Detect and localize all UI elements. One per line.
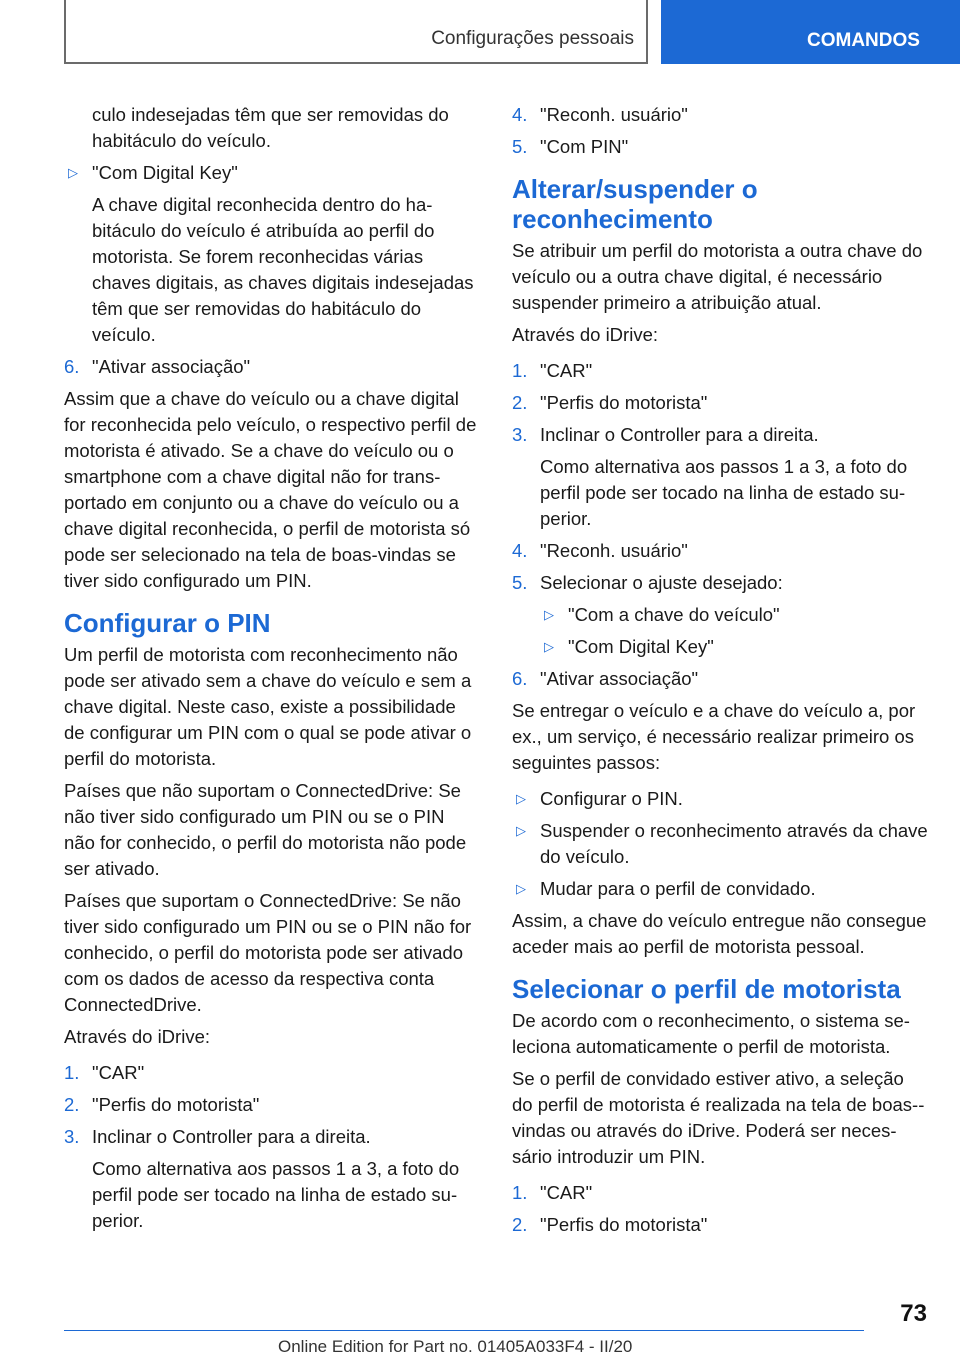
chapter-tab[interactable]: COMANDOS <box>661 0 960 64</box>
list-item <box>512 134 928 160</box>
left-column <box>64 102 480 1240</box>
step-text: "CAR" <box>540 360 593 381</box>
step-number: 2. <box>512 392 528 413</box>
step-number: 5. <box>512 572 528 593</box>
step-number: 6. <box>64 356 80 377</box>
section-title: Configurações pessoais <box>431 28 634 49</box>
step-text: "Reconh. usuário" <box>540 540 688 561</box>
step-number: 1. <box>512 1182 528 1203</box>
arrow-bullet-icon: ▷ <box>544 607 554 622</box>
arrow-bullet-icon: ▷ <box>68 165 78 180</box>
arrow-bullet-icon: ▷ <box>516 791 526 806</box>
paragraph: culo indesejadas têm que ser removidas do habitáculo do veículo. <box>92 104 449 151</box>
step-number: 3. <box>512 424 528 445</box>
paragraph: Se entregar o veículo e a chave do veículo a, por ex., um serviço, é necessário realizar primeiro os seguintes passos: <box>512 700 916 773</box>
sub-bullet-item <box>512 634 928 660</box>
step-text: Inclinar o Controller para a direita. <box>540 424 819 445</box>
right-column <box>512 102 928 1244</box>
list-item <box>512 666 928 692</box>
step-text: "Perfis do motorista" <box>92 1094 260 1115</box>
step-number: 1. <box>512 360 528 381</box>
paragraph: Se o perfil de convidado estiver ativo, a seleção do perfil de motorista é realizada na tela de boas--vindas ou através do iDrive. Poderá ser necessário introduzir um PIN. <box>512 1068 925 1167</box>
arrow-bullet-icon: ▷ <box>544 639 554 654</box>
bullet-text: "Com Digital Key" <box>92 162 238 183</box>
list-item <box>64 1124 480 1150</box>
header-frame <box>64 0 648 64</box>
step-number: 5. <box>512 136 528 157</box>
bullet-item <box>512 818 928 870</box>
step-text: "Reconh. usuário" <box>540 104 688 125</box>
section-heading: Selecionar o perfil de motorista <box>512 974 901 1004</box>
bullet-item <box>512 876 928 902</box>
step-text: "Ativar associação" <box>540 668 699 689</box>
paragraph: Assim que a chave do veículo ou a chave digital for reconhecida pelo veículo, o respectivo perfil de motorista é ativado. Se a chave do veículo ou o smartphone com a chave digital não for transportado em conjunto ou a chave do veículo ou a chave digital reconhecida, o perfil de motorista só pode ser selecionado na tela de boas-vindas se tiver sido configurado um PIN. <box>64 388 477 591</box>
step-number: 2. <box>512 1214 528 1235</box>
list-item <box>512 1180 928 1206</box>
list-item <box>512 1212 928 1238</box>
step-number: 6. <box>512 668 528 689</box>
bullet-text: Mudar para o perfil de convidado. <box>540 878 816 899</box>
bullet-item <box>512 786 928 812</box>
paragraph: Como alternativa aos passos 1 a 3, a foto do perfil pode ser tocado na linha de estado superior. <box>92 1158 460 1231</box>
list-item <box>512 538 928 564</box>
step-number: 4. <box>512 104 528 125</box>
list-item <box>512 358 928 384</box>
bullet-text: Suspender o reconhecimento através da chave do veículo. <box>540 820 928 867</box>
step-number: 2. <box>64 1094 80 1115</box>
paragraph: Se atribuir um perfil do motorista a outra chave do veículo ou a outra chave digital, é necessário suspender primeiro a atribuição atual. <box>512 240 923 313</box>
list-item <box>64 1060 480 1086</box>
paragraph: Através do iDrive: <box>64 1026 210 1047</box>
paragraph: Através do iDrive: <box>512 324 658 345</box>
paragraph: Países que não suportam o ConnectedDrive: Se não tiver sido configurado um PIN ou se o PIN não for conhecido, o perfil do motorista não pode ser ativado. <box>64 780 467 879</box>
page-number: 73 <box>900 1300 927 1327</box>
paragraph: Um perfil de motorista com reconhecimento não pode ser ativado sem a chave do veículo e sem a chave digital. Neste caso, existe a possibilidade de configurar um PIN com o qual se pode ativar o perfil do motorista. <box>64 644 472 769</box>
step-text: "CAR" <box>540 1182 593 1203</box>
paragraph: Como alternativa aos passos 1 a 3, a foto do perfil pode ser tocado na linha de estado superior. <box>540 456 908 529</box>
arrow-bullet-icon: ▷ <box>516 823 526 838</box>
paragraph: Países que suportam o ConnectedDrive: Se não tiver sido configurado um PIN ou se o PIN não for conhecido, o perfil do motorista pode ser ativado com os dados de acesso da respectiva conta ConnectedDrive. <box>64 890 472 1015</box>
sub-bullet-item <box>512 602 928 628</box>
list-item <box>512 422 928 448</box>
step-number: 3. <box>64 1126 80 1147</box>
list-item <box>64 354 480 380</box>
section-heading: Alterar/suspender o reconhecimento <box>512 174 758 234</box>
arrow-bullet-icon: ▷ <box>516 881 526 896</box>
paragraph: A chave digital reconhecida dentro do habitáculo do veículo é atribuída ao perfil do motorista. Se forem reconhecidas várias chaves digitais, as chaves digitais indesejadas têm que ser removidas do habitáculo do veículo. <box>92 194 474 345</box>
step-text: Selecionar o ajuste desejado: <box>540 572 783 593</box>
step-number: 1. <box>64 1062 80 1083</box>
footer-edition: Online Edition for Part no. 01405A033F4 - II/20 <box>278 1337 633 1356</box>
bullet-text: "Com Digital Key" <box>568 636 714 657</box>
section-heading: Configurar o PIN <box>64 608 271 638</box>
step-number: 4. <box>512 540 528 561</box>
step-text: "Perfis do motorista" <box>540 1214 708 1235</box>
step-text: "Com PIN" <box>540 136 629 157</box>
list-item <box>64 1092 480 1118</box>
step-text: "Perfis do motorista" <box>540 392 708 413</box>
bullet-text: Configurar o PIN. <box>540 788 683 809</box>
list-item <box>512 570 928 596</box>
step-text: Inclinar o Controller para a direita. <box>92 1126 371 1147</box>
paragraph: Assim, a chave do veículo entregue não consegue aceder mais ao perfil de motorista pessoal. <box>512 910 927 957</box>
bullet-item <box>64 160 480 186</box>
step-text: "CAR" <box>92 1062 145 1083</box>
list-item <box>512 102 928 128</box>
step-text: "Ativar associação" <box>92 356 251 377</box>
paragraph: De acordo com o reconhecimento, o sistema seleciona automaticamente o perfil de motorista. <box>512 1010 910 1057</box>
list-item <box>512 390 928 416</box>
bullet-text: "Com a chave do veículo" <box>568 604 780 625</box>
footer-divider <box>64 1330 864 1331</box>
